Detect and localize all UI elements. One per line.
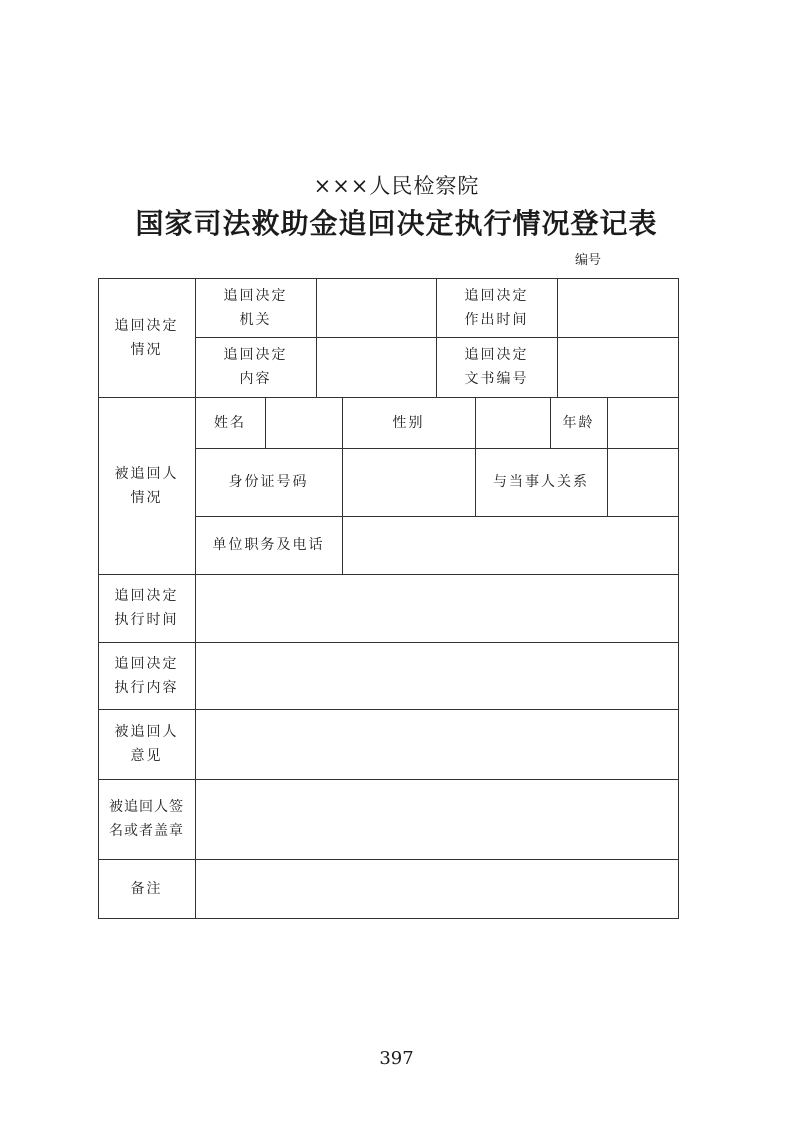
form-title: 国家司法救助金追回决定执行情况登记表 bbox=[135, 207, 658, 240]
execution-time-label: 追回决定 执行时间 bbox=[114, 588, 179, 628]
gender-label: 性别 bbox=[392, 414, 425, 431]
page-number: 397 bbox=[379, 1048, 414, 1069]
decision-section-label: 追回决定 情况 bbox=[114, 317, 179, 358]
relation-label: 与当事人关系 bbox=[493, 474, 589, 490]
id-number-label: 身份证号码 bbox=[228, 474, 309, 490]
employer-phone-label: 单位职务及电话 bbox=[212, 537, 325, 553]
number-label: 编号 bbox=[575, 253, 602, 268]
divider bbox=[265, 397, 266, 448]
name-label: 姓名 bbox=[214, 414, 246, 431]
decision-content-label: 追回决定 内容 bbox=[223, 347, 288, 387]
divider bbox=[607, 397, 608, 516]
divider bbox=[316, 278, 317, 397]
signature-label: 被追回人签 名或者盖章 bbox=[109, 799, 184, 839]
decision-authority-label: 追回决定 机关 bbox=[223, 287, 288, 328]
opinion-label: 被追回人 意见 bbox=[114, 724, 179, 764]
person-section-label: 被追回人 情况 bbox=[114, 465, 179, 506]
document-number-label: 追回决定 文书编号 bbox=[464, 347, 529, 387]
age-label: 年龄 bbox=[562, 414, 595, 431]
organization-name: ×××人民检察院 bbox=[313, 174, 480, 198]
remarks-label: 备注 bbox=[130, 881, 163, 897]
decision-time-label: 追回决定 作出时间 bbox=[464, 287, 529, 328]
divider bbox=[557, 278, 558, 397]
execution-content-label: 追回决定 执行内容 bbox=[114, 655, 179, 696]
